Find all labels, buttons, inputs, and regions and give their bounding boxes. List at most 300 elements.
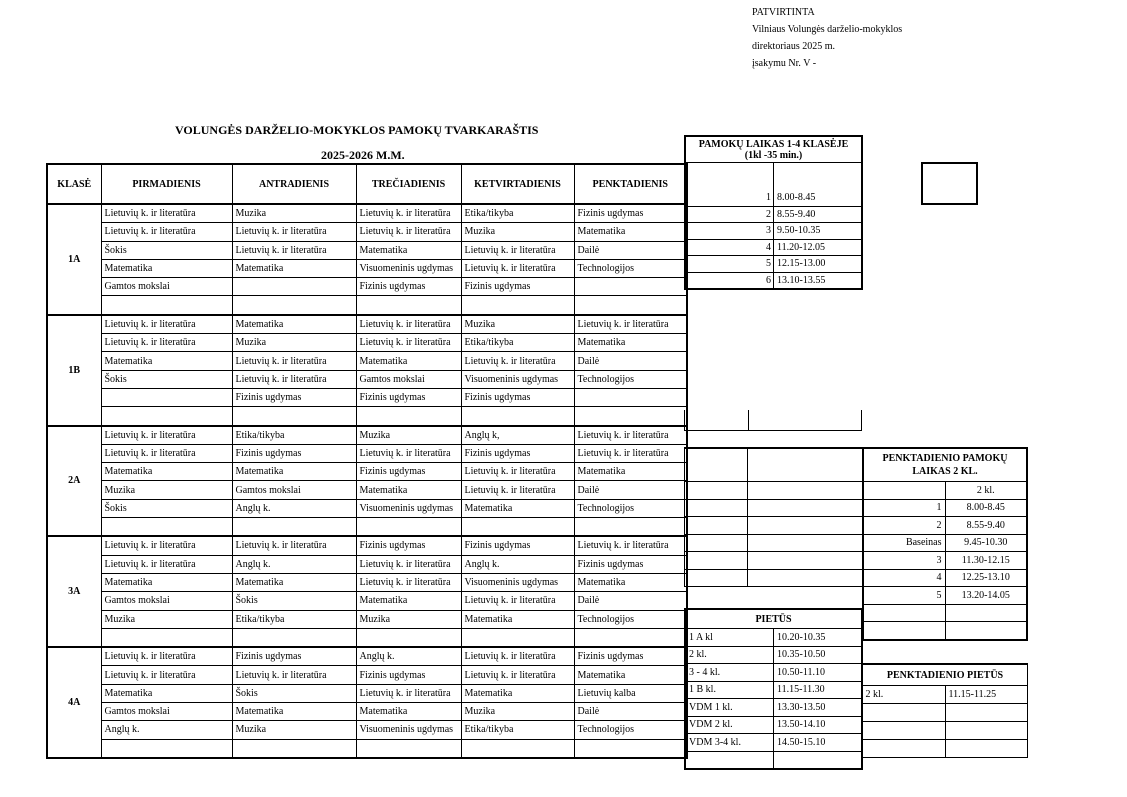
lesson-cell xyxy=(574,296,687,315)
lesson-cell: Lietuvių k. ir literatūra xyxy=(232,370,356,388)
blank-cell xyxy=(748,499,863,517)
time-row xyxy=(685,223,862,240)
lesson-cell: Lietuvių k. ir literatūra xyxy=(232,666,356,684)
lesson-cell: Šokis xyxy=(101,370,232,388)
lesson-cell: Matematika xyxy=(101,352,232,370)
blank-cell xyxy=(748,448,863,482)
lesson-cell: Matematika xyxy=(461,499,574,517)
lesson-cell: Anglų k. xyxy=(232,499,356,517)
lesson-time: 8.00-8.45 xyxy=(774,190,863,206)
lesson-cell: Šokis xyxy=(232,592,356,610)
lesson-cell: Lietuvių k. ir literatūra xyxy=(356,684,461,702)
schedule-row xyxy=(47,315,687,334)
lesson-cell: Muzika xyxy=(232,204,356,223)
schedule-row xyxy=(47,536,687,555)
lesson-cell: Matematika xyxy=(356,592,461,610)
time-row xyxy=(863,499,1027,517)
lesson-cell: Lietuvių k. ir literatūra xyxy=(101,334,232,352)
lesson-cell xyxy=(232,628,356,647)
lesson-time: 9.50-10.35 xyxy=(774,223,863,240)
lesson-cell: Fizinis ugdymas xyxy=(574,555,687,573)
lesson-cell xyxy=(356,296,461,315)
lesson-cell: Etika/tikyba xyxy=(232,610,356,628)
lesson-cell: Matematika xyxy=(356,481,461,499)
lesson-cell: Lietuvių k. ir literatūra xyxy=(101,223,232,241)
lesson-cell: Lietuvių k. ir literatūra xyxy=(356,555,461,573)
time-row xyxy=(863,569,1027,587)
blank-cell xyxy=(945,740,1028,758)
lesson-times-subtitle: (1kl -35 min.) xyxy=(744,149,803,161)
lesson-cell: Muzika xyxy=(101,610,232,628)
lesson-cell: Lietuvių kalba xyxy=(574,684,687,702)
lesson-cell: Matematika xyxy=(461,684,574,702)
lesson-cell xyxy=(461,296,574,315)
schedule-row xyxy=(47,666,687,684)
lesson-cell: Matematika xyxy=(232,463,356,481)
lesson-cell: Fizinis ugdymas xyxy=(574,204,687,223)
lesson-cell: Anglų k, xyxy=(461,426,574,445)
approval-block xyxy=(752,4,902,72)
blank-cell xyxy=(863,622,945,640)
lesson-cell: Muzika xyxy=(461,703,574,721)
lesson-cell: Fizinis ugdymas xyxy=(461,388,574,406)
schedule-row xyxy=(47,721,687,739)
time-row xyxy=(863,686,1028,704)
schedule-row xyxy=(47,370,687,388)
schedule-row xyxy=(47,426,687,445)
lesson-time: 9.45-10.30 xyxy=(945,534,1027,552)
lesson-time: 11.30-12.15 xyxy=(945,552,1027,570)
blank-cell xyxy=(748,569,863,587)
lesson-cell: Visuomeninis ugdymas xyxy=(461,573,574,591)
schedule-row xyxy=(47,334,687,352)
lesson-cell: Lietuvių k. ir literatūra xyxy=(232,536,356,555)
school-year: 2025-2026 M.M. xyxy=(321,148,405,162)
blank-cell xyxy=(748,517,863,535)
schedule-row xyxy=(47,352,687,370)
lesson-cell xyxy=(356,739,461,758)
blank-cell xyxy=(685,482,748,500)
lesson-cell: Lietuvių k. ir literatūra xyxy=(101,666,232,684)
blank-cell xyxy=(863,722,946,740)
schedule-row xyxy=(47,241,687,259)
lesson-cell: Anglų k. xyxy=(232,555,356,573)
lesson-cell: Muzika xyxy=(356,610,461,628)
schedule-header-row xyxy=(47,164,687,204)
lesson-cell: Dailė xyxy=(574,592,687,610)
lesson-cell: Matematika xyxy=(574,334,687,352)
header-friday: PENKTADIENIS xyxy=(574,164,687,204)
lesson-cell: Muzika xyxy=(101,481,232,499)
schedule-row xyxy=(47,739,687,758)
lesson-number: 4 xyxy=(863,569,945,587)
lesson-cell: Lietuvių k. ir literatūra xyxy=(232,241,356,259)
lesson-times-table xyxy=(684,135,863,290)
lesson-time: 12.25-13.10 xyxy=(945,569,1027,587)
lesson-cell: Lietuvių k. ir literatūra xyxy=(101,536,232,555)
lesson-cell: Anglų k. xyxy=(101,721,232,739)
lesson-cell xyxy=(232,518,356,537)
lesson-cell: Fizinis ugdymas xyxy=(356,666,461,684)
lesson-cell: Lietuvių k. ir literatūra xyxy=(101,647,232,666)
lesson-cell: Muzika xyxy=(232,334,356,352)
blank-cell xyxy=(774,163,863,191)
lesson-cell: Matematika xyxy=(574,463,687,481)
schedule-row xyxy=(47,481,687,499)
lesson-cell: Etika/tikyba xyxy=(461,721,574,739)
lesson-cell: Matematika xyxy=(232,259,356,277)
class-name: 3A xyxy=(47,536,101,647)
lesson-cell: Etika/tikyba xyxy=(232,426,356,445)
lesson-cell: Anglų k. xyxy=(461,555,574,573)
lesson-cell: Lietuvių k. ir literatūra xyxy=(101,555,232,573)
lunch-title: PIETŪS xyxy=(685,609,862,629)
schedule-row xyxy=(47,296,687,315)
separator xyxy=(684,430,862,431)
approval-line: Vilniaus Volungės darželio-mokyklos xyxy=(752,24,903,35)
blank-cell xyxy=(685,552,748,570)
lesson-cell: Anglų k. xyxy=(356,647,461,666)
header-class: KLASĖ xyxy=(47,164,101,204)
lesson-times-title-text: PAMOKŲ LAIKAS 1-4 KLASĖJE xyxy=(698,138,849,150)
schedule-row xyxy=(47,518,687,537)
lesson-cell: Matematika xyxy=(232,703,356,721)
lesson-cell: Etika/tikyba xyxy=(461,334,574,352)
lesson-cell xyxy=(101,628,232,647)
lesson-cell: Lietuvių k. ir literatūra xyxy=(574,444,687,462)
lunch-time: 13.30-13.50 xyxy=(774,699,863,717)
class-name: 4A xyxy=(47,647,101,758)
class-name: 1B xyxy=(47,315,101,426)
lesson-cell: Dailė xyxy=(574,481,687,499)
lesson-time: 8.00-8.45 xyxy=(945,499,1027,517)
lesson-cell: Matematika xyxy=(101,463,232,481)
lesson-cell: Technologijos xyxy=(574,259,687,277)
lesson-cell: Lietuvių k. ir literatūra xyxy=(356,444,461,462)
lesson-cell xyxy=(232,739,356,758)
schedule-table xyxy=(46,163,688,759)
lesson-cell: Muzika xyxy=(461,223,574,241)
schedule-row xyxy=(47,647,687,666)
time-row xyxy=(685,272,862,289)
lunch-time: 13.50-14.10 xyxy=(774,716,863,734)
schedule-row xyxy=(47,703,687,721)
lesson-cell: Fizinis ugdymas xyxy=(232,388,356,406)
time-row xyxy=(685,681,862,699)
lesson-cell: Lietuvių k. ir literatūra xyxy=(461,241,574,259)
blank-cell xyxy=(945,604,1027,622)
blank-cell xyxy=(685,534,748,552)
lesson-cell xyxy=(356,407,461,426)
lesson-times-title xyxy=(685,136,862,163)
lesson-number: 5 xyxy=(863,587,945,605)
blank-cell xyxy=(863,740,946,758)
schedule-row xyxy=(47,499,687,517)
blank-cell xyxy=(685,499,748,517)
lesson-cell: Lietuvių k. ir literatūra xyxy=(101,315,232,334)
schedule-row xyxy=(47,223,687,241)
lesson-cell xyxy=(101,518,232,537)
time-row xyxy=(685,716,862,734)
approval-line: įsakymu Nr. V - xyxy=(752,58,817,69)
lesson-cell xyxy=(101,407,232,426)
lesson-cell: Matematika xyxy=(356,241,461,259)
blank-cell xyxy=(685,517,748,535)
lesson-time: 13.10-13.55 xyxy=(774,272,863,289)
lesson-cell xyxy=(574,407,687,426)
lesson-cell: Matematika xyxy=(356,703,461,721)
lesson-cell: Lietuvių k. ir literatūra xyxy=(574,315,687,334)
lesson-cell: Technologijos xyxy=(574,610,687,628)
lesson-time: 8.55-9.40 xyxy=(945,517,1027,535)
friday-column-label: 2 kl. xyxy=(945,482,1027,500)
schedule-row xyxy=(47,592,687,610)
lunch-group: 2 kl. xyxy=(685,646,774,664)
lesson-cell: Fizinis ugdymas xyxy=(232,444,356,462)
lunch-time: 10.35-10.50 xyxy=(774,646,863,664)
lesson-cell: Fizinis ugdymas xyxy=(461,444,574,462)
blank-cell xyxy=(685,163,774,191)
lesson-number: 5 xyxy=(685,256,774,273)
lesson-cell: Gamtos mokslai xyxy=(356,370,461,388)
lesson-cell: Matematika xyxy=(101,573,232,591)
lunch-time: 10.20-10.35 xyxy=(774,629,863,647)
lesson-cell: Šokis xyxy=(101,241,232,259)
blank-cell xyxy=(945,704,1028,722)
lunch-group: VDM 1 kl. xyxy=(685,699,774,717)
lesson-cell: Lietuvių k. ir literatūra xyxy=(101,204,232,223)
schedule-row xyxy=(47,259,687,277)
lesson-cell: Visuomeninis ugdymas xyxy=(356,721,461,739)
lesson-cell xyxy=(356,518,461,537)
lesson-cell: Visuomeninis ugdymas xyxy=(356,259,461,277)
blank-cell xyxy=(863,704,946,722)
lesson-cell: Fizinis ugdymas xyxy=(574,647,687,666)
lesson-cell: Lietuvių k. ir literatūra xyxy=(356,315,461,334)
separator xyxy=(748,410,749,430)
friday-lessons-title: PENKTADIENIO PAMOKŲ LAIKAS 2 KL. xyxy=(863,448,1027,482)
header-monday: PIRMADIENIS xyxy=(101,164,232,204)
lesson-cell: Matematika xyxy=(574,223,687,241)
lesson-cell: Matematika xyxy=(101,684,232,702)
lesson-cell: Lietuvių k. ir literatūra xyxy=(461,666,574,684)
class-name: 2A xyxy=(47,426,101,537)
time-row xyxy=(685,239,862,256)
time-row xyxy=(685,206,862,223)
lesson-cell: Visuomeninis ugdymas xyxy=(356,499,461,517)
lesson-cell: Fizinis ugdymas xyxy=(461,536,574,555)
lunch-time: 14.50-15.10 xyxy=(774,734,863,752)
lesson-cell: Visuomeninis ugdymas xyxy=(461,370,574,388)
lesson-time: 8.55-9.40 xyxy=(774,206,863,223)
lesson-cell xyxy=(461,628,574,647)
lesson-cell: Muzika xyxy=(232,721,356,739)
time-row xyxy=(685,629,862,647)
lunch-group: 1 B kl. xyxy=(685,681,774,699)
time-row xyxy=(863,587,1027,605)
lesson-number: 6 xyxy=(685,272,774,289)
lesson-number: 3 xyxy=(685,223,774,240)
blank-cell xyxy=(774,751,863,769)
lesson-cell: Šokis xyxy=(101,499,232,517)
lesson-cell: Lietuvių k. ir literatūra xyxy=(461,259,574,277)
lesson-cell xyxy=(574,278,687,296)
lesson-cell: Matematika xyxy=(356,352,461,370)
lesson-cell: Lietuvių k. ir literatūra xyxy=(232,352,356,370)
schedule-row xyxy=(47,204,687,223)
schedule-row xyxy=(47,573,687,591)
blank-cell xyxy=(748,552,863,570)
lesson-cell xyxy=(232,278,356,296)
lesson-cell: Lietuvių k. ir literatūra xyxy=(461,592,574,610)
lesson-cell xyxy=(574,739,687,758)
time-row xyxy=(685,256,862,273)
lesson-cell: Dailė xyxy=(574,703,687,721)
class-name: 1A xyxy=(47,204,101,315)
lesson-time: 12.15-13.00 xyxy=(774,256,863,273)
time-row xyxy=(863,517,1027,535)
lesson-cell: Matematika xyxy=(232,573,356,591)
lesson-number: 1 xyxy=(685,190,774,206)
lunch-time: 11.15-11.25 xyxy=(945,686,1028,704)
lesson-cell: Lietuvių k. ir literatūra xyxy=(101,444,232,462)
time-row xyxy=(863,552,1027,570)
lesson-number: 2 xyxy=(863,517,945,535)
lesson-cell xyxy=(461,518,574,537)
separator xyxy=(684,410,685,430)
lesson-cell xyxy=(232,407,356,426)
lesson-cell: Lietuvių k. ir literatūra xyxy=(461,463,574,481)
lesson-cell: Lietuvių k. ir literatūra xyxy=(356,573,461,591)
empty-box xyxy=(921,162,978,205)
lunch-time: 10.50-11.10 xyxy=(774,664,863,682)
time-row xyxy=(685,190,862,206)
lesson-cell: Technologijos xyxy=(574,370,687,388)
lesson-cell: Etika/tikyba xyxy=(461,204,574,223)
blank-cell xyxy=(685,448,748,482)
lesson-cell xyxy=(461,407,574,426)
lesson-cell: Lietuvių k. ir literatūra xyxy=(101,426,232,445)
schedule-row xyxy=(47,407,687,426)
lunch-group: 2 kl. xyxy=(863,686,946,704)
lesson-cell: Lietuvių k. ir literatūra xyxy=(461,352,574,370)
lunch-time: 11.15-11.30 xyxy=(774,681,863,699)
lesson-cell: Technologijos xyxy=(574,721,687,739)
lunch-group: VDM 3-4 kl. xyxy=(685,734,774,752)
empty-grid xyxy=(684,447,863,587)
lesson-number: 4 xyxy=(685,239,774,256)
schedule-row xyxy=(47,278,687,296)
lesson-cell xyxy=(356,628,461,647)
lesson-time: 11.20-12.05 xyxy=(774,239,863,256)
blank-cell xyxy=(863,482,945,500)
lesson-cell: Lietuvių k. ir literatūra xyxy=(461,481,574,499)
lesson-cell xyxy=(101,296,232,315)
time-row xyxy=(685,646,862,664)
lesson-number: 1 xyxy=(863,499,945,517)
lesson-cell: Technologijos xyxy=(574,499,687,517)
lunch-group: 3 - 4 kl. xyxy=(685,664,774,682)
time-row xyxy=(685,734,862,752)
schedule-row xyxy=(47,444,687,462)
approval-line: PATVIRTINTA xyxy=(752,7,815,18)
approval-line: direktoriaus 2025 m. xyxy=(752,41,836,52)
lesson-cell: Matematika xyxy=(461,610,574,628)
lesson-cell: Gamtos mokslai xyxy=(101,592,232,610)
lesson-cell: Fizinis ugdymas xyxy=(461,278,574,296)
lesson-number: 2 xyxy=(685,206,774,223)
lesson-cell xyxy=(461,739,574,758)
blank-cell xyxy=(685,751,774,769)
page-title: VOLUNGĖS DARŽELIO-MOKYKLOS PAMOKŲ TVARKARAŠTIS xyxy=(175,123,539,137)
blank-cell xyxy=(748,534,863,552)
blank-cell xyxy=(748,482,863,500)
lesson-cell: Matematika xyxy=(101,259,232,277)
lesson-cell: Lietuvių k. ir literatūra xyxy=(232,223,356,241)
lesson-cell: Fizinis ugdymas xyxy=(232,647,356,666)
lesson-cell: Lietuvių k. ir literatūra xyxy=(574,536,687,555)
lesson-cell xyxy=(574,628,687,647)
schedule-row xyxy=(47,555,687,573)
header-thursday: KETVIRTADIENIS xyxy=(461,164,574,204)
lesson-cell: Lietuvių k. ir literatūra xyxy=(356,204,461,223)
time-row xyxy=(685,699,862,717)
lesson-cell: Lietuvių k. ir literatūra xyxy=(356,223,461,241)
lesson-cell: Matematika xyxy=(574,573,687,591)
time-row xyxy=(685,664,862,682)
lesson-time: 13.20-14.05 xyxy=(945,587,1027,605)
lesson-cell: Gamtos mokslai xyxy=(101,278,232,296)
lesson-cell: Dailė xyxy=(574,352,687,370)
lesson-cell: Gamtos mokslai xyxy=(101,703,232,721)
lesson-cell: Matematika xyxy=(574,666,687,684)
time-row xyxy=(863,534,1027,552)
lunch-group: VDM 2 kl. xyxy=(685,716,774,734)
lesson-cell: Lietuvių k. ir literatūra xyxy=(461,647,574,666)
header-wednesday: TREČIADIENIS xyxy=(356,164,461,204)
lesson-number: 3 xyxy=(863,552,945,570)
lesson-cell xyxy=(101,388,232,406)
lesson-cell: Fizinis ugdymas xyxy=(356,388,461,406)
lesson-cell xyxy=(574,518,687,537)
lesson-cell: Šokis xyxy=(232,684,356,702)
lesson-cell: Fizinis ugdymas xyxy=(356,536,461,555)
lesson-cell xyxy=(232,296,356,315)
lesson-cell: Muzika xyxy=(461,315,574,334)
blank-cell xyxy=(685,569,748,587)
lesson-cell xyxy=(101,739,232,758)
schedule-row xyxy=(47,463,687,481)
schedule-row xyxy=(47,684,687,702)
lesson-cell: Lietuvių k. ir literatūra xyxy=(356,334,461,352)
friday-lessons-table xyxy=(862,447,1028,641)
blank-cell xyxy=(945,722,1028,740)
lesson-cell: Muzika xyxy=(356,426,461,445)
lesson-cell xyxy=(574,388,687,406)
lesson-cell: Fizinis ugdymas xyxy=(356,463,461,481)
lesson-number: Baseinas xyxy=(863,534,945,552)
blank-cell xyxy=(863,604,945,622)
schedule-row xyxy=(47,628,687,647)
lunch-table xyxy=(684,608,863,770)
schedule-row xyxy=(47,388,687,406)
lesson-cell: Dailė xyxy=(574,241,687,259)
blank-cell xyxy=(945,622,1027,640)
lesson-cell: Gamtos mokslai xyxy=(232,481,356,499)
lesson-cell: Matematika xyxy=(232,315,356,334)
friday-lunch-title: PENKTADIENIO PIETŪS xyxy=(863,664,1028,686)
separator xyxy=(861,410,862,430)
